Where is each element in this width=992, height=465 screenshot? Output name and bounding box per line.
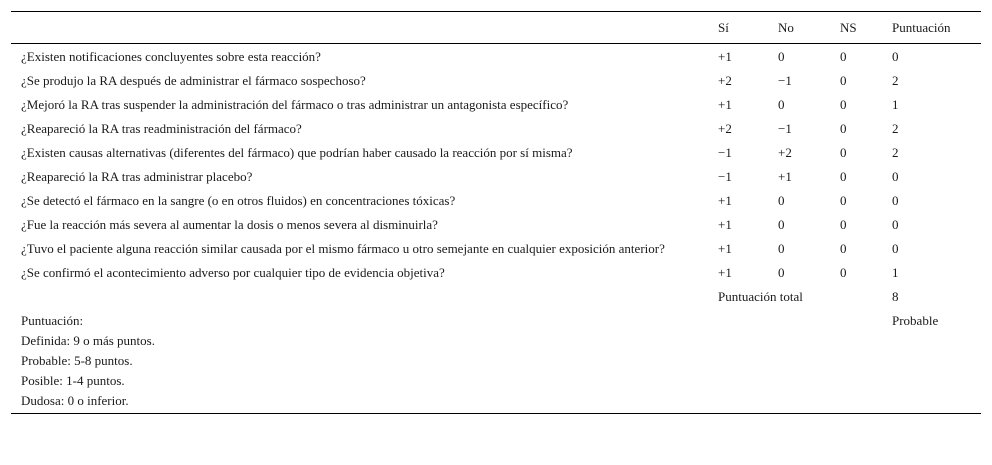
table-row [11,69,981,93]
si-cell: +1 [718,217,732,232]
si-cell: +1 [718,97,732,112]
table-row [11,213,981,237]
total-row [11,285,981,309]
score-cell: 2 [892,121,899,136]
no-cell: −1 [778,121,792,136]
si-cell: +1 [718,49,732,64]
ns-cell: 0 [840,73,847,88]
ns-cell: 0 [840,49,847,64]
question-cell: ¿Se detectó el fármaco en la sangre (o en otros fluidos) en concentraciones tóxicas? [21,193,456,208]
si-cell: +2 [718,73,732,88]
header-puntuacion: Puntuación [892,19,951,35]
legend-line-dudosa: Dudosa: 0 o inferior. [21,393,129,408]
si-cell: +1 [718,241,732,256]
score-cell: 0 [892,217,899,232]
no-cell: 0 [778,241,785,256]
ns-cell: 0 [840,217,847,232]
score-cell: 0 [892,169,899,184]
no-cell: +2 [778,145,792,160]
legend-row [11,309,981,414]
naranjo-scale-table-container [11,11,981,414]
score-cell: 0 [892,193,899,208]
legend-line-definida: Definida: 9 o más puntos. [21,333,155,348]
legend-cell [11,309,708,414]
no-cell: 0 [778,49,785,64]
ns-cell: 0 [840,241,847,256]
question-cell: ¿Reapareció la RA tras administrar placebo? [21,169,253,184]
question-cell: ¿Tuvo el paciente alguna reacción similar causada por el mismo fármaco u otro semejante en cualquier exposición anterior? [21,241,665,256]
no-cell: −1 [778,73,792,88]
ns-cell: 0 [840,97,847,112]
header-question [11,12,708,44]
si-cell: +1 [718,265,732,280]
no-cell: 0 [778,217,785,232]
ns-cell: 0 [840,121,847,136]
no-cell: 0 [778,193,785,208]
question-cell: ¿Fue la reacción más severa al aumentar la dosis o menos severa al disminuirla? [21,217,438,232]
total-value: 8 [892,289,899,304]
question-cell: ¿Se confirmó el acontecimiento adverso por cualquier tipo de evidencia objetiva? [21,265,445,280]
score-cell: 1 [892,97,899,112]
score-cell: 2 [892,145,899,160]
question-cell: ¿Existen notificaciones concluyentes sobre esta reacción? [21,49,321,64]
si-cell: +1 [718,193,732,208]
table-row [11,141,981,165]
table-row [11,165,981,189]
table-body [11,44,981,414]
no-cell: +1 [778,169,792,184]
ns-cell: 0 [840,145,847,160]
question-cell: ¿Existen causas alternativas (diferentes del fármaco) que podrían haber causado la reacción por sí misma? [21,145,573,160]
result-cell: Probable [892,313,939,328]
ns-cell: 0 [840,193,847,208]
si-cell: −1 [718,169,732,184]
legend-title: Puntuación: [21,313,84,328]
question-cell: ¿Se produjo la RA después de administrar el fármaco sospechoso? [21,73,366,88]
si-cell: +2 [718,121,732,136]
ns-cell: 0 [840,169,847,184]
ns-cell: 0 [840,265,847,280]
table-row [11,189,981,213]
header-si: Sí [718,19,729,35]
naranjo-scale-table [11,11,981,414]
question-cell: ¿Reapareció la RA tras readministración del fármaco? [21,121,302,136]
score-cell: 2 [892,73,899,88]
score-cell: 0 [892,49,899,64]
header-ns: NS [840,19,857,35]
score-cell: 1 [892,265,899,280]
score-cell: 0 [892,241,899,256]
total-label: Puntuación total [718,289,803,304]
table-row [11,44,981,70]
table-row [11,117,981,141]
no-cell: 0 [778,265,785,280]
legend-line-posible: Posible: 1-4 puntos. [21,373,125,388]
no-cell: 0 [778,97,785,112]
legend-line-probable: Probable: 5-8 puntos. [21,353,133,368]
table-header [11,12,981,44]
question-cell: ¿Mejoró la RA tras suspender la administración del fármaco o tras administrar un antagonista específico? [21,97,569,112]
header-no: No [778,19,794,35]
si-cell: −1 [718,145,732,160]
table-row [11,93,981,117]
table-row [11,237,981,261]
table-row [11,261,981,285]
